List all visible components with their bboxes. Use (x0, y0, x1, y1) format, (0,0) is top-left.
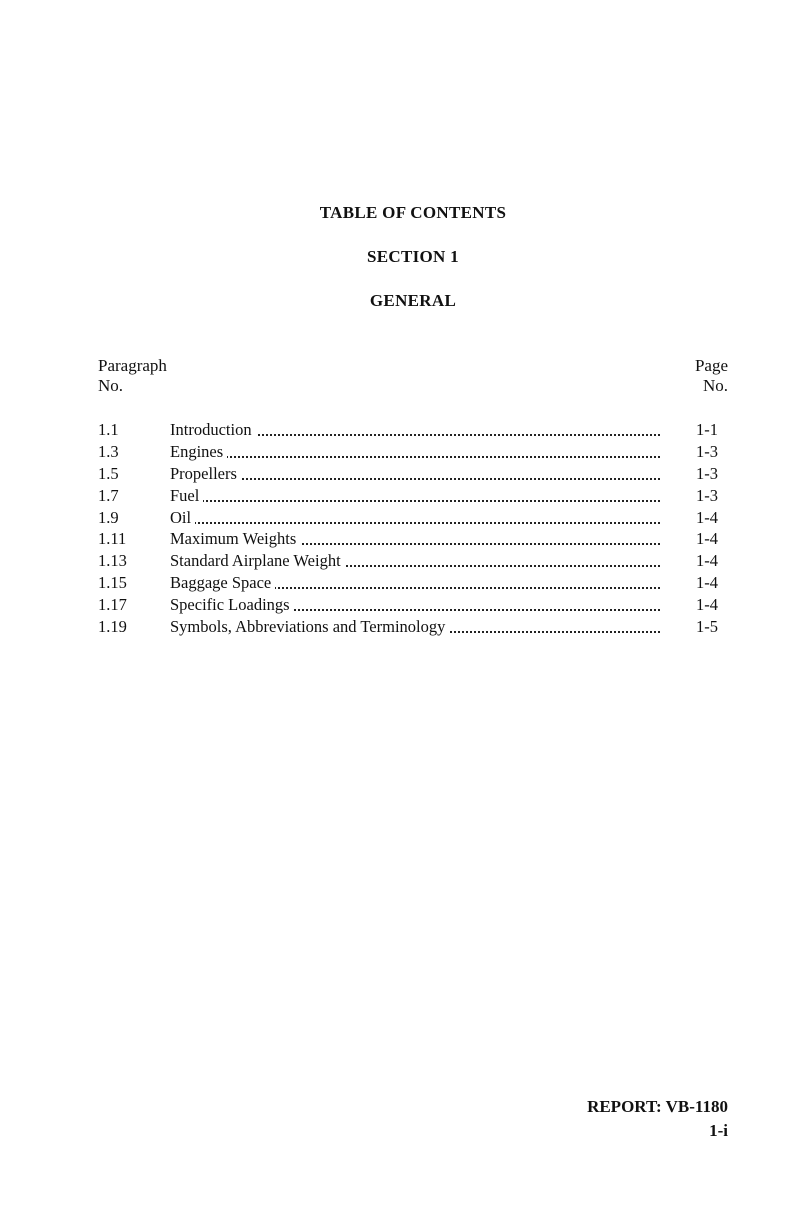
toc-entry-page: 1-4 (696, 551, 718, 571)
toc-entry-page: 1-3 (696, 463, 718, 483)
toc-entry-title (170, 420, 664, 440)
toc-title: TABLE OF CONTENTS (319, 203, 507, 222)
toc-entry-number: 1.13 (98, 551, 127, 571)
toc-entry-title (170, 617, 664, 637)
dot-leader (170, 456, 660, 458)
toc-entry-page: 1-4 (696, 573, 718, 593)
toc-entry-title (170, 573, 664, 593)
toc-entry[interactable] (98, 595, 728, 617)
toc-entry-title-text: Oil (170, 508, 195, 527)
toc-entry-title-text: Symbols, Abbreviations and Terminology (170, 617, 449, 636)
toc-entry-title-text: Baggage Space (170, 573, 275, 592)
section-heading: SECTION 1 (367, 247, 459, 266)
toc-list (98, 420, 728, 639)
section-subtitle: GENERAL (369, 291, 457, 310)
toc-entry-title (170, 464, 664, 484)
toc-entry[interactable] (98, 508, 728, 530)
toc-entry-number: 1.1 (98, 420, 119, 439)
toc-entry-number: 1.7 (98, 485, 119, 505)
page-header-line2: No. (702, 376, 728, 395)
toc-entry-page: 1-1 (696, 420, 718, 439)
toc-entry[interactable] (98, 464, 728, 486)
toc-entry-page: 1-4 (696, 529, 718, 549)
paragraph-column-header (98, 356, 167, 396)
toc-entry-number: 1.9 (98, 507, 119, 527)
paragraph-header-line1: Paragraph (98, 356, 167, 375)
page-header-line1: Page (694, 356, 728, 375)
toc-entry-page: 1-5 (696, 617, 718, 637)
toc-entry-page: 1-4 (696, 507, 718, 527)
dot-leader (170, 522, 660, 524)
report-number: REPORT: VB-1180 (587, 1097, 728, 1116)
toc-entry-title-text: Engines (170, 442, 227, 461)
toc-entry-page: 1-3 (696, 441, 718, 461)
toc-entry[interactable] (98, 486, 728, 508)
paragraph-header-line2: No. (98, 376, 124, 395)
toc-entry-title (170, 595, 664, 615)
toc-entry-title (170, 442, 664, 462)
toc-entry[interactable] (98, 420, 728, 442)
page-column-header (695, 356, 728, 396)
toc-entry[interactable] (98, 529, 728, 551)
dot-leader (170, 478, 660, 480)
toc-entry-title-text: Maximum Weights (170, 529, 300, 548)
toc-entry-number: 1.15 (98, 573, 127, 593)
toc-entry-title-text: Standard Airplane Weight (170, 551, 345, 570)
toc-entry-title (170, 508, 664, 528)
page-number: 1-i (709, 1121, 728, 1140)
toc-entry[interactable] (98, 617, 728, 639)
toc-entry-title-text: Specific Loadings (170, 595, 294, 614)
toc-entry-number: 1.17 (98, 595, 127, 615)
toc-entry-number: 1.11 (98, 529, 127, 549)
toc-entry-title-text: Fuel (170, 486, 203, 505)
toc-entry-title-text: Introduction (170, 420, 256, 439)
toc-entry[interactable] (98, 442, 728, 464)
toc-entry-title-text: Propellers (170, 464, 241, 483)
toc-entry-number: 1.3 (98, 441, 119, 461)
dot-leader (170, 500, 660, 502)
toc-entry-page: 1-3 (696, 485, 718, 505)
toc-entry[interactable] (98, 551, 728, 573)
toc-entry-title (170, 551, 664, 571)
toc-entry-page: 1-4 (696, 595, 718, 615)
toc-entry[interactable] (98, 573, 728, 595)
toc-entry-number: 1.5 (98, 463, 119, 483)
toc-entry-title (170, 486, 664, 506)
toc-entry-title (170, 529, 664, 549)
toc-entry-number: 1.19 (98, 617, 127, 637)
